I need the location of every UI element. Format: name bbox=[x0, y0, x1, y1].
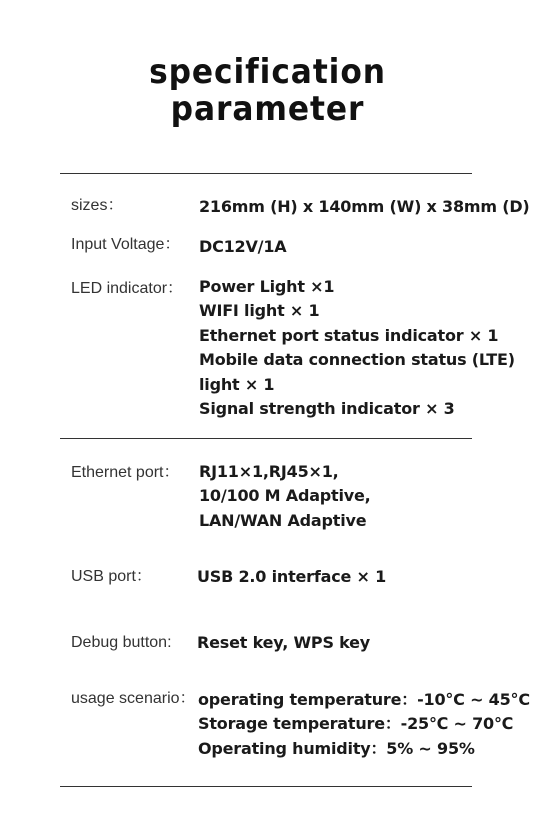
title-line-2: parameter bbox=[170, 89, 365, 129]
input-voltage-value bbox=[199, 235, 286, 259]
usage-line: Operating humidity：5% ~ 95% bbox=[198, 738, 475, 758]
debug-button-label: Debug button: bbox=[71, 634, 172, 651]
divider-middle bbox=[60, 438, 472, 439]
input-voltage-label: Input Voltage： bbox=[71, 236, 181, 253]
sizes-line: 216mm (H) x 140mm (W) x 38mm (D) bbox=[199, 197, 530, 216]
led-indicator-value bbox=[199, 275, 515, 421]
led-line: Ethernet port status indicator × 1 bbox=[199, 325, 499, 345]
debug-button-value bbox=[197, 631, 370, 655]
usage-line: operating temperature：-10°C ~ 45°C bbox=[198, 690, 530, 709]
led-indicator-label: LED indicator： bbox=[71, 280, 184, 297]
debug-line: Reset key, WPS key bbox=[197, 633, 371, 652]
divider-top bbox=[60, 173, 472, 174]
ethernet-port-label: Ethernet port： bbox=[71, 464, 180, 481]
ethernet-line: 10/100 M Adaptive, bbox=[199, 486, 371, 506]
ethernet-port-value bbox=[199, 460, 371, 533]
input-voltage-line: DC12V/1A bbox=[199, 237, 287, 256]
usb-port-label: USB port： bbox=[71, 568, 152, 585]
led-line: Mobile data connection status (LTE) bbox=[199, 350, 515, 370]
led-line: WIFI light × 1 bbox=[199, 301, 320, 321]
usb-line: USB 2.0 interface × 1 bbox=[197, 567, 387, 586]
led-line: light × 1 bbox=[199, 374, 275, 394]
usage-line: Storage temperature：-25℃ ~ 70℃ bbox=[198, 714, 514, 734]
usage-scenario-label: usage scenario： bbox=[71, 690, 196, 707]
sizes-label: sizes： bbox=[71, 197, 124, 214]
usb-port-value bbox=[197, 565, 386, 589]
usage-scenario-value bbox=[198, 688, 530, 761]
divider-bottom bbox=[60, 786, 472, 787]
led-line: Signal strength indicator × 3 bbox=[199, 399, 455, 419]
sizes-value bbox=[199, 195, 530, 219]
ethernet-line: LAN/WAN Adaptive bbox=[199, 510, 367, 530]
title-line-1: specification bbox=[149, 52, 386, 92]
ethernet-line: RJ11×1,RJ45×1, bbox=[199, 462, 339, 481]
led-line: Power Light ×1 bbox=[199, 277, 335, 296]
